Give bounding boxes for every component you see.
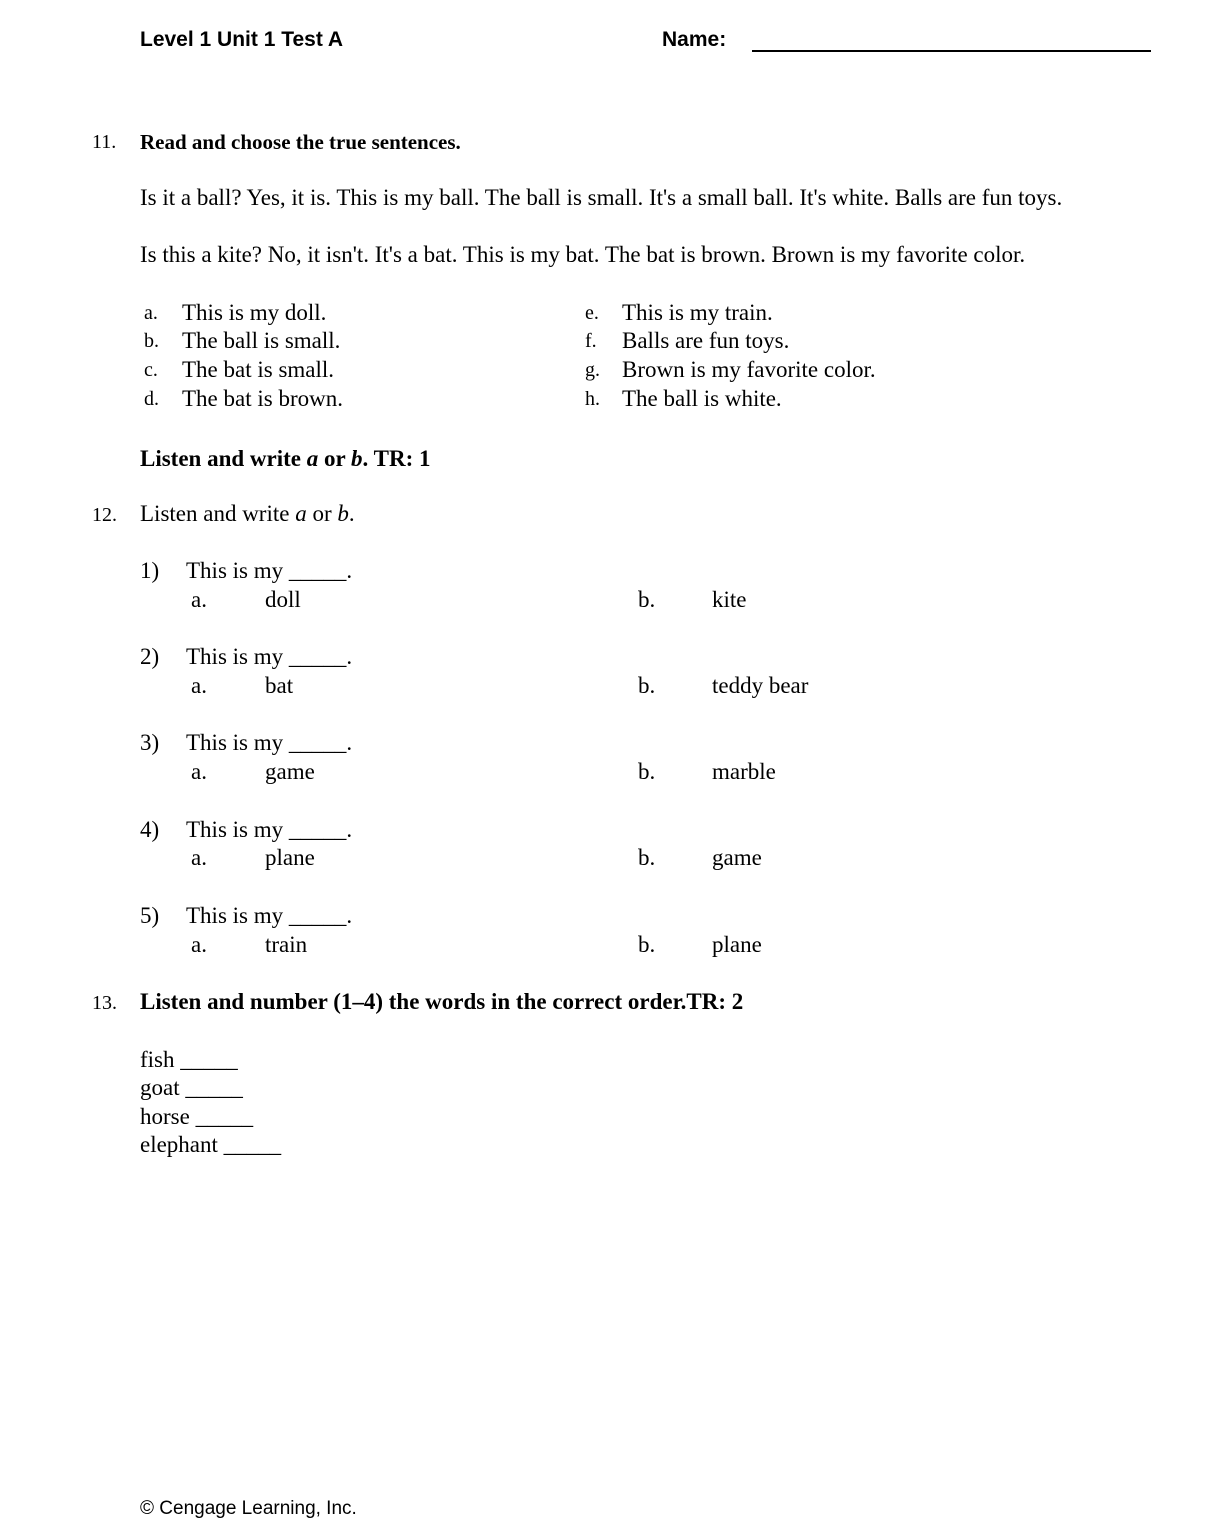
q11-option-letter-b: b. xyxy=(144,330,159,352)
q12-item-5-a-letter: a. xyxy=(191,932,207,957)
q11-option-letter-e: e. xyxy=(585,302,599,324)
q12-instruction xyxy=(140,501,355,527)
q11-option-letter-c: c. xyxy=(144,359,158,381)
q11-option-c[interactable]: The bat is small. xyxy=(182,357,335,382)
q13-word-horse[interactable]: horse _____ xyxy=(140,1104,254,1129)
q13-word-elephant[interactable]: elephant _____ xyxy=(140,1132,282,1157)
q12-item-5-b-text[interactable]: plane xyxy=(712,932,762,957)
q11-option-letter-g: g. xyxy=(585,359,600,381)
q11-option-f[interactable]: Balls are fun toys. xyxy=(622,328,790,353)
q12-item-3-a-letter: a. xyxy=(191,759,207,784)
q11-option-a[interactable]: This is my doll. xyxy=(182,300,327,325)
name-label: Name: xyxy=(662,28,727,51)
q11-option-letter-d: d. xyxy=(144,388,159,410)
listen-heading xyxy=(140,446,431,472)
q11-option-e[interactable]: This is my train. xyxy=(622,300,773,325)
q12-item-3-number: 3) xyxy=(140,730,160,755)
q13-word-goat[interactable]: goat _____ xyxy=(140,1075,243,1100)
q12-item-1-b-text[interactable]: kite xyxy=(712,587,747,612)
q12-item-2-number: 2) xyxy=(140,644,160,669)
q11-passage-2: Is this a kite? No, it isn't. It's a bat. This is my bat. The bat is brown. Brown is my favorite color. xyxy=(140,242,1026,267)
q11-option-h[interactable]: The ball is white. xyxy=(622,386,782,411)
q12-item-3-a-text[interactable]: game xyxy=(265,759,315,784)
q12-item-2-prompt: This is my _____. xyxy=(186,644,353,669)
q12-item-4-a-letter: a. xyxy=(191,845,207,870)
q12-item-2-a-letter: a. xyxy=(191,673,207,698)
q13-word-fish[interactable]: fish _____ xyxy=(140,1047,238,1072)
q12-instruction-post: . xyxy=(348,501,355,526)
q12-item-4-prompt: This is my _____. xyxy=(186,817,353,842)
q11-option-b[interactable]: The ball is small. xyxy=(182,328,341,353)
listen-heading-a: a xyxy=(306,446,319,471)
q12-item-4-b-text[interactable]: game xyxy=(712,845,762,870)
listen-heading-mid: or xyxy=(318,446,352,471)
q11-option-letter-a: a. xyxy=(144,302,158,324)
q12-item-3-b-letter: b. xyxy=(638,759,656,784)
test-title: Level 1 Unit 1 Test A xyxy=(140,28,344,51)
copyright: © Cengage Learning, Inc. xyxy=(140,1498,357,1519)
q12-instruction-mid: or xyxy=(306,501,338,526)
listen-heading-post: . TR: 1 xyxy=(362,446,431,471)
q12-item-5-number: 5) xyxy=(140,903,160,928)
name-line[interactable] xyxy=(752,50,1151,52)
q11-number: 11. xyxy=(92,131,117,153)
q12-item-5-b-letter: b. xyxy=(638,932,656,957)
q11-option-letter-h: h. xyxy=(585,388,600,410)
listen-heading-b: b xyxy=(351,446,363,471)
q12-item-1-a-letter: a. xyxy=(191,587,207,612)
q12-item-1-b-letter: b. xyxy=(638,587,656,612)
q12-number: 12. xyxy=(92,504,117,526)
q12-item-4-a-text[interactable]: plane xyxy=(265,845,315,870)
q12-instruction-pre: Listen and write xyxy=(140,501,296,526)
q12-item-2-b-text[interactable]: teddy bear xyxy=(712,673,809,698)
q12-item-2-b-letter: b. xyxy=(638,673,656,698)
q12-item-3-b-text[interactable]: marble xyxy=(712,759,776,784)
q11-option-g[interactable]: Brown is my favorite color. xyxy=(622,357,876,382)
q12-item-5-prompt: This is my _____. xyxy=(186,903,353,928)
q13-instruction: Listen and number (1–4) the words in the correct order.TR: 2 xyxy=(140,989,744,1014)
listen-heading-pre: Listen and write xyxy=(140,446,307,471)
q11-instruction: Read and choose the true sentences. xyxy=(140,130,461,154)
q11-option-d[interactable]: The bat is brown. xyxy=(182,386,343,411)
q12-item-1-a-text[interactable]: doll xyxy=(265,587,301,612)
q11-option-letter-f: f. xyxy=(585,330,597,352)
q11-passage-1: Is it a ball? Yes, it is. This is my ball. The ball is small. It's a small ball. It's white. Balls are fun toys. xyxy=(140,185,1063,210)
q13-number: 13. xyxy=(92,992,117,1014)
q12-item-4-number: 4) xyxy=(140,817,160,842)
q12-item-3-prompt: This is my _____. xyxy=(186,730,353,755)
q12-instruction-a: a xyxy=(295,501,307,526)
q12-item-4-b-letter: b. xyxy=(638,845,656,870)
q12-item-5-a-text[interactable]: train xyxy=(265,932,308,957)
q12-instruction-b: b xyxy=(337,501,349,526)
q12-item-1-number: 1) xyxy=(140,558,160,583)
q12-item-1-prompt: This is my _____. xyxy=(186,558,353,583)
q12-item-2-a-text[interactable]: bat xyxy=(265,673,294,698)
